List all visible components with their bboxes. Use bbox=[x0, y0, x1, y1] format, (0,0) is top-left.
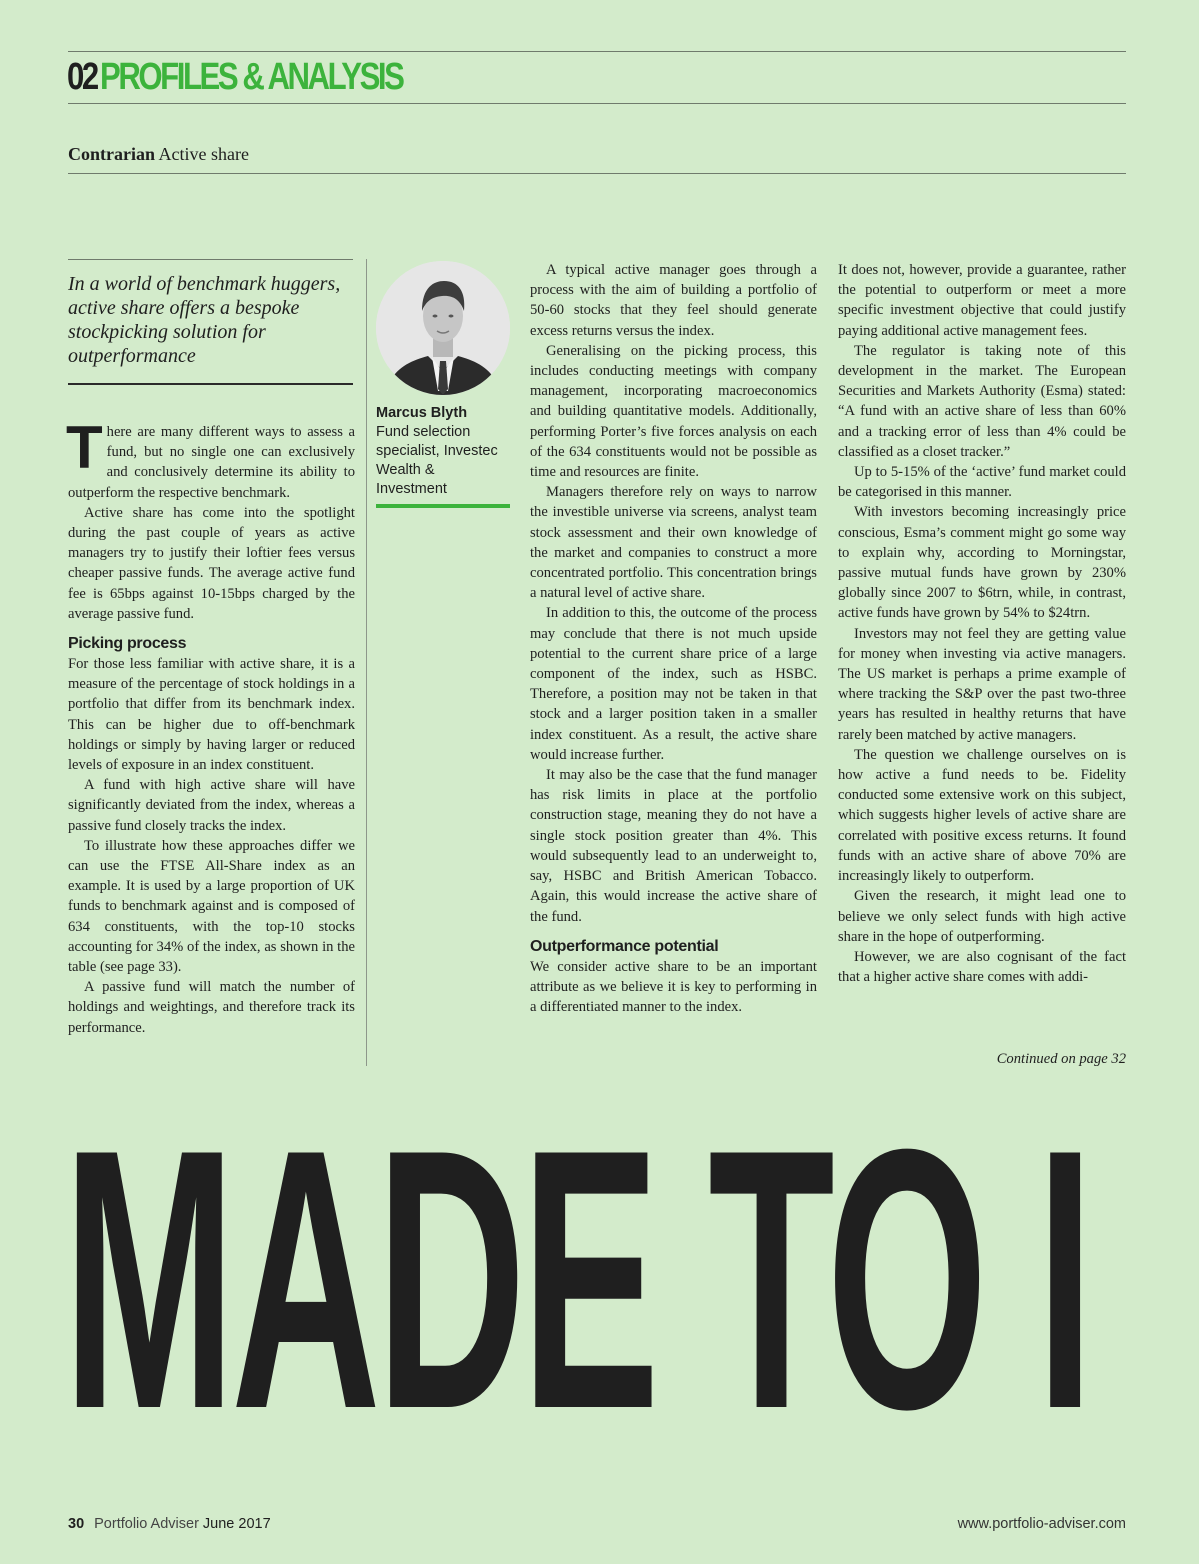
column-name: Contrarian bbox=[68, 144, 155, 164]
section-number: 02 bbox=[67, 56, 97, 98]
article-paragraph: Active share has come into the spotlight during the past couple of years as active managers try to justify their loftier fees versus cheaper passive funds. The average active fund fee is 65bps against 10-15bps charged by the average passive fund. bbox=[68, 504, 355, 622]
article-paragraph: To illustrate how these approaches differ we can use the FTSE All-Share index as an example. It is used by a large proportion of UK funds to benchmark against and is composed of 634 constituents, with the top-10 stocks accounting for 34% of the index, as shown in the table (see page 33). bbox=[68, 837, 355, 976]
website-link[interactable]: www.portfolio-adviser.com bbox=[957, 1516, 1126, 1532]
article-paragraph: However, we are also cognisant of the fact that a higher active share comes with addi- bbox=[838, 948, 1126, 986]
article-paragraph: We consider active share to be an important attribute as we believe it is key to performing in a differentiated manner to the index. bbox=[530, 958, 817, 1016]
article-paragraph: It does not, however, provide a guarantee, rather the potential to outperform or meet a more specific investment objective that could justify paying additional active management fees. bbox=[838, 262, 1126, 339]
article-paragraph: With investors becoming increasingly price conscious, Esma’s comment might go some way to explain why, according to Morningstar, passive mutual funds have grown by 230% globally since 2007 to $6trn, while, in contrast, active funds have grown by 54% to $24trn. bbox=[838, 504, 1126, 622]
article-paragraph: A passive fund will match the number of holdings and weightings, and therefore track its performance. bbox=[68, 979, 355, 1036]
magazine-name: Portfolio Adviser bbox=[94, 1516, 199, 1532]
header-bottom-rule bbox=[68, 173, 1126, 174]
section-heading bbox=[67, 57, 402, 97]
article-column-1 bbox=[66, 414, 355, 1038]
article-column-3 bbox=[838, 260, 1126, 987]
subheading-picking-process: Picking process bbox=[68, 635, 187, 653]
issue-date: June 2017 bbox=[202, 1516, 271, 1532]
standfirst: In a world of benchmark huggers, active share offers a bespoke stockpicking solution for outperformance bbox=[68, 273, 341, 367]
page-number: 30 bbox=[68, 1516, 85, 1532]
column-kicker bbox=[68, 142, 249, 166]
article-paragraph: Generalising on the picking process, this includes conducting meetings with company management, incorporating macroeconomics and building quantitative models. Additionally, performing Porter’s five forces analysis on each of the 634 constituents would not be possible as time and resources are finite. bbox=[530, 342, 817, 481]
article-paragraph: The regulator is taking note of this development in the market. The European Securities and Markets Authority (Esma) stated: “A fund with an active share of less than 60% and a tracking error of less than 4% could be classified as a closet tracker.” bbox=[838, 342, 1126, 460]
article-paragraph: For those less familiar with active share, it is a measure of the percentage of stock holdings in a portfolio that differ from its benchmark index. This can be higher due to off-benchmark holdings or simply by having larger or reduced levels of exposure in an index constituent. bbox=[68, 656, 355, 774]
paragraph-text: here are many different ways to assess a fund, but no single one can exclusively and conclusively determine its ability to outperform the respective benchmark. bbox=[68, 424, 355, 501]
article-paragraph: A fund with high active share will have significantly deviated from the index, whereas a passive fund closely tracks the index. bbox=[68, 777, 355, 834]
standfirst-bottom-rule bbox=[68, 383, 353, 385]
column-divider bbox=[366, 259, 367, 1066]
article-paragraph: Managers therefore rely on ways to narrow the investible universe via screens, analyst team stock assessment and their own knowledge of the market and companies to construct a more concentrated portfolio. This concentration brings a natural level of active share. bbox=[530, 484, 817, 602]
header-top-rule bbox=[68, 51, 1126, 52]
article-paragraph: It may also be the case that the fund manager has risk limits in place at the portfolio construction stage, meaning they do not have a single stock position greater than 4%. This would subsequently lead to an underweight to, say, HSBC and British American Tobacco. Again, this would increase the active share of the fund. bbox=[530, 767, 817, 925]
article-paragraph: A typical active manager goes through a process with the aim of building a portfolio of 50-60 stocks that they feel should generate excess returns versus the index. bbox=[530, 262, 817, 339]
banner-headline: MADE TO I bbox=[63, 1073, 1090, 1486]
continued-note: Continued on page 32 bbox=[996, 1051, 1126, 1067]
drop-cap: T bbox=[66, 414, 103, 481]
article-paragraph: Given the research, it might lead one to believe we only select funds with high active share in the hope of outperforming. bbox=[838, 888, 1126, 945]
article-paragraph: In addition to this, the outcome of the process may conclude that there is not much upside potential to the current share price of a large component of the index, such as HSBC. Therefore, a position may not be taken in that stock and a larger position taken in a smaller index constituent. As a result, the active share would increase further. bbox=[530, 605, 817, 763]
author-role: Fund selection specialist, Investec Wealth & Investment bbox=[376, 424, 498, 497]
article-paragraph: Investors may not feel they are getting value for money when investing via active managers. The US market is perhaps a prime example of where tracking the S&P over the past two-three years has resulted in healthy returns that have rarely been matched by active managers. bbox=[838, 625, 1126, 743]
standfirst-top-rule bbox=[68, 259, 353, 260]
article-paragraph bbox=[66, 414, 355, 503]
author-green-rule bbox=[376, 504, 510, 508]
header-mid-rule bbox=[68, 103, 1126, 104]
column-topic: Active share bbox=[158, 144, 249, 164]
article-paragraph: The question we challenge ourselves on is how active a fund needs to be. Fidelity conducted some extensive work on this subject, which suggests higher levels of active share are correlated with positive excess returns. It found funds with an active share of above 70% are increasingly likely to outperform. bbox=[838, 746, 1126, 885]
article-paragraph: Up to 5-15% of the ‘active’ fund market could be categorised in this manner. bbox=[838, 464, 1126, 501]
footer-left bbox=[68, 1515, 271, 1533]
subheading-outperformance-potential: Outperformance potential bbox=[530, 937, 719, 955]
author-photo bbox=[376, 261, 510, 395]
section-title: PROFILES & ANALYSIS bbox=[100, 56, 403, 98]
author-name: Marcus Blyth bbox=[376, 405, 468, 421]
author-portrait-icon bbox=[376, 261, 510, 395]
article-column-2 bbox=[530, 260, 817, 1017]
